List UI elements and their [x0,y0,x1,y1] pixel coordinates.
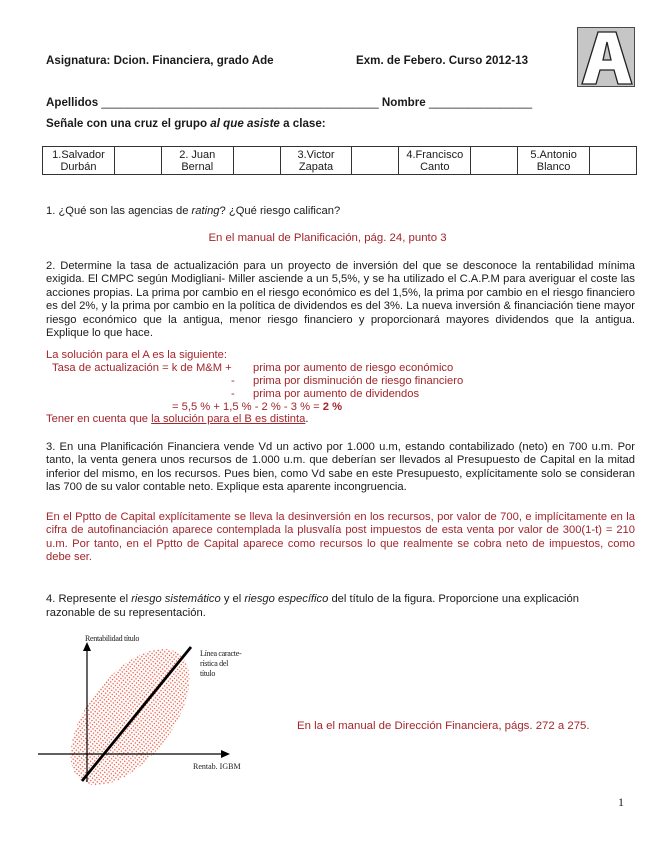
question-2: 2. Determine la tasa de actualización para un proyecto de inversión del que se desconoce la rentabilidad mínima exigida. El CMPC según Modigliani- Miller asciende a un 5,5%, y se ha utilizado el C.A.P.M para averiguar el coste las acciones propias. La prima por cambio en el riesgo económico es del 1,5%, la prima por cambio en el riesgo financiero es del 2%, y la prima por cambio en la política de dividendos es del 3%. La nueva inversión & financiación tiene mayor riesgo económico que la antigua, menor riesgo financiero y proporcionará mayores dividendos que la antigua. Explique lo que hace. [46,260,635,340]
group-3-checkbox[interactable] [352,147,399,175]
subject-label: Asignatura: Dcion. Financiera, grado Ade [46,54,274,67]
surname-label: Apellidos [46,96,99,109]
name-field[interactable]: ________________ [428,96,533,109]
line-label: Línea caracte- rística del título [200,649,242,678]
x-axis-arrow-icon [221,750,230,758]
question-4: 4. Represente el riesgo sistemático y el riesgo específico del título de la figura. Proporcione una explicación razonable de su representación. [46,593,579,619]
solution-note: Tener en cuenta que la solución para el B es distinta. [46,413,309,425]
surname-field[interactable]: ___________________________________________ [101,96,379,109]
group-5-checkbox[interactable] [590,147,637,175]
question-1: 1. ¿Qué son las agencias de rating? ¿Qué riesgo califican? [46,205,341,217]
solution-intro: La solución para el A es la siguiente: [46,349,227,361]
exam-label: Exm. de Febero. Curso 2012-13 [356,54,529,67]
y-axis-arrow-icon [83,642,91,651]
formula-term-3: prima por aumento de dividendos [253,388,420,400]
formula-sign-3: - [231,388,235,400]
grade-letter-badge [577,27,635,87]
result-value: 2 % [322,401,343,413]
surname-row [46,96,532,109]
question-3-answer: En el Pptto de Capital explícitamente se lleva la desinversión en los recursos, por valor de 700, e implícitamente en la cifra de autofinanciación aparece contemplada la plusvalía post impuestos de esta venta por valor de 300(1-t) = 210 u.m. Por tanto, en el Pptto de Capital aparece como recursos lo que realmente se cobra neto de impuestos, como debe ser. [46,511,635,564]
group-4-checkbox[interactable] [471,147,518,175]
formula-sign-2: - [231,375,235,387]
formula-result: = 5,5 % + 1,5 % - 2 % - 3 % = 2 % [172,401,343,413]
formula-term-2: prima por disminución de riesgo financiero [253,375,464,387]
group-instruction: Señale con una cruz el grupo al que asiste a clase: [46,117,326,130]
group-1-name: 1.Salvador Durbán [43,147,115,175]
question-3: 3. En una Planificación Financiera vende Vd un activo por 1.000 u.m, estando contabilizado (neto) en 700 u.m. Por tanto, la venta genera unos recursos de 1.000 u.m. que deberían ser llevados al Presupuesto de Capital en la mitad inferior del mismo, en los recursos. Pues bien, como Vd sabe en este Presupuesto, explícitamente solo se consideran las 700 de su valor contable neto. Explique esta aparente incongruencia. [46,441,635,494]
formula-lhs: Tasa de actualización = k de M&M + [52,362,232,374]
group-5-name: 5.Antonio Blanco [518,147,590,175]
group-3-name: 3.Victor Zapata [280,147,352,175]
group-4-name: 4.Francisco Canto [399,147,471,175]
group-selection-table [42,146,637,175]
name-label: Nombre [381,96,426,109]
question-4-answer: En la el manual de Dirección Financiera, págs. 272 a 275. [297,720,590,732]
question-1-answer: En el manual de Planificación, pág. 24, punto 3 [208,232,447,244]
page-number: 1 [618,795,624,809]
formula-term-1: prima por aumento de riesgo económico [253,362,454,374]
x-axis-label: Rentab. IGBM [193,762,241,771]
y-axis-label: Rentabilidad título [85,634,140,643]
group-1-checkbox[interactable] [114,147,161,175]
group-2-name: 2. Juan Bernal [161,147,233,175]
group-2-checkbox[interactable] [233,147,280,175]
letter-a-icon [578,28,636,88]
characteristic-line-figure [35,625,275,785]
